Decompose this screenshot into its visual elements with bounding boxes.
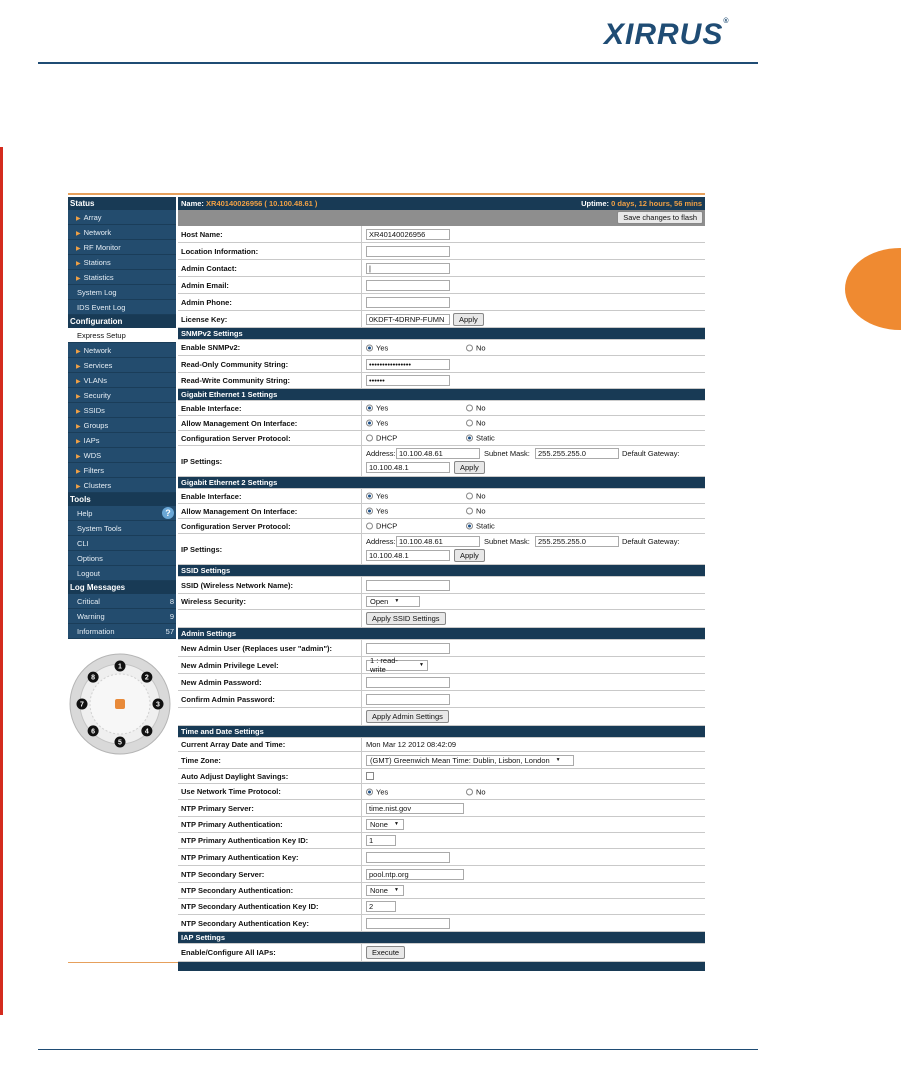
tools-item-help[interactable] [68, 506, 176, 521]
ge2-apply-button[interactable]: Apply [454, 549, 485, 562]
nav-item-label: System Tools [77, 524, 122, 533]
ge2-ip-label: IP Settings: [178, 534, 362, 564]
ge1-ip-row [178, 446, 705, 477]
chevron-down-icon: ▼ [393, 887, 399, 893]
ge2-protocol-row [178, 519, 705, 534]
ntp-primary-key-input[interactable] [366, 852, 450, 863]
ge2-enable-yes-radio[interactable]: Yes [366, 492, 388, 501]
nav-item-label: Stations [83, 258, 111, 267]
config-item-ssids[interactable] [68, 403, 176, 418]
iap-port-badge[interactable] [141, 672, 152, 683]
ntp-secondary-auth-select[interactable]: None ▼ [366, 885, 404, 896]
svg-text:1: 1 [118, 663, 122, 671]
nav-item-label: Express Setup [77, 331, 126, 340]
confirm-password-row [178, 691, 705, 708]
ge1-enable-no-radio[interactable]: No [466, 404, 486, 413]
ntp-primary-auth-label: NTP Primary Authentication: [178, 817, 362, 832]
nav-header-tools[interactable]: Tools [68, 493, 176, 506]
new-admin-user-input[interactable] [366, 643, 450, 654]
location-row [178, 243, 705, 260]
left-navigation [68, 197, 176, 639]
admin-contact-row [178, 260, 705, 277]
wireless-security-select[interactable]: Open ▼ [366, 596, 420, 607]
admin-password-row [178, 674, 705, 691]
ssid-name-input[interactable] [366, 580, 450, 591]
xirrus-logo: XIRRUS® [604, 18, 730, 51]
apply-ssid-button[interactable]: Apply SSID Settings [366, 612, 446, 625]
ntp-primary-keyid-row [178, 833, 705, 849]
dst-row [178, 769, 705, 784]
iap-port-badge[interactable] [115, 661, 126, 672]
time-zone-label: Time Zone: [178, 752, 362, 768]
iap-enable-row [178, 944, 705, 962]
admin-contact-input[interactable]: | [366, 263, 450, 274]
admin-password-label: New Admin Password: [178, 674, 362, 690]
ge2-enable-row [178, 489, 705, 504]
license-apply-button[interactable]: Apply [453, 313, 484, 326]
status-menu [68, 210, 176, 315]
ntp-secondary-server-label: NTP Secondary Server: [178, 866, 362, 882]
ro-community-input[interactable]: •••••••••••••••• [366, 359, 450, 370]
license-key-label: License Key: [178, 311, 362, 327]
ntp-secondary-keyid-input[interactable]: 2 [366, 901, 396, 912]
nav-item-label: Array [83, 213, 102, 222]
nav-header-configuration[interactable]: Configuration [68, 315, 176, 328]
iap-port-badge[interactable] [88, 725, 99, 736]
svg-text:2: 2 [144, 674, 149, 682]
use-ntp-label: Use Network Time Protocol: [178, 784, 362, 799]
config-item-services[interactable] [68, 358, 176, 373]
admin-email-label: Admin Email: [178, 277, 362, 293]
array-diagram[interactable] [68, 652, 172, 756]
ge1-protocol-label: Configuration Server Protocol: [178, 431, 362, 445]
confirm-password-label: Confirm Admin Password: [178, 691, 362, 707]
ge2-mgmt-no-radio[interactable]: No [466, 507, 486, 516]
ge1-ip-label: IP Settings: [178, 446, 362, 476]
location-label: Location Information: [178, 243, 362, 259]
nav-item-label: Services [83, 361, 113, 370]
admin-email-input[interactable] [366, 280, 450, 291]
header-rule [38, 62, 758, 64]
ge1-dhcp-radio[interactable]: DHCP [366, 434, 397, 443]
admin-privilege-row [178, 657, 705, 674]
ge2-enable-no-radio[interactable]: No [466, 492, 486, 501]
nav-item-label: SSIDs [83, 406, 105, 415]
svg-text:3: 3 [156, 701, 160, 709]
nav-item-label: Filters [83, 466, 105, 475]
nav-item-label: Security [83, 391, 111, 400]
new-admin-user-label: New Admin User (Replaces user "admin"): [178, 640, 362, 656]
form-footer-bar [178, 962, 705, 971]
ntp-no-radio[interactable]: No [466, 787, 486, 796]
svg-text:8: 8 [91, 674, 96, 682]
current-time-label: Current Array Date and Time: [178, 738, 362, 751]
tools-menu [68, 506, 176, 581]
uptime: Uptime: 0 days, 12 hours, 56 mins [581, 199, 702, 208]
ge1-enable-yes-radio[interactable]: Yes [366, 404, 388, 413]
ge2-mask-label: Subnet Mask: [484, 537, 530, 546]
ntp-secondary-key-row [178, 915, 705, 932]
nav-item-label: Network [83, 228, 112, 237]
snmp-no-radio[interactable]: No [466, 343, 486, 352]
status-item-network[interactable] [68, 225, 176, 240]
ge2-dhcp-radio[interactable]: DHCP [366, 522, 397, 531]
ge2-enable-label: Enable Interface: [178, 489, 362, 503]
nav-header-log-messages[interactable]: Log Messages [68, 581, 176, 594]
ge1-gateway-label: Default Gateway: [622, 449, 680, 458]
ge1-protocol-row [178, 431, 705, 446]
nav-item-label: Information [77, 627, 115, 636]
config-item-filters[interactable] [68, 463, 176, 478]
host-name-row [178, 226, 705, 243]
ge1-mgmt-label: Allow Management On Interface: [178, 416, 362, 430]
triangle-right-icon: ▶ [76, 439, 81, 445]
ntp-secondary-server-row [178, 866, 705, 883]
rw-community-input[interactable]: •••••• [366, 375, 450, 386]
triangle-right-icon: ▶ [76, 409, 81, 415]
admin-section-header: Admin Settings [178, 628, 705, 640]
apply-ssid-row [178, 610, 705, 628]
config-item-network[interactable] [68, 343, 176, 358]
ge1-apply-button[interactable]: Apply [454, 461, 485, 474]
triangle-right-icon: ▶ [76, 216, 81, 222]
apply-admin-button[interactable]: Apply Admin Settings [366, 710, 449, 723]
chevron-down-icon: ▼ [394, 598, 400, 604]
admin-password-input[interactable] [366, 677, 450, 688]
status-item-ids-event-log[interactable] [68, 300, 176, 315]
device-name: XR40140026956 ( 10.100.48.61 ) [206, 199, 318, 208]
admin-contact-label: Admin Contact: [178, 260, 362, 276]
current-time-row [178, 738, 705, 752]
ge1-address-input[interactable]: 10.100.48.61 [396, 448, 480, 459]
ntp-primary-keyid-label: NTP Primary Authentication Key ID: [178, 833, 362, 848]
array-diagram-graphic [68, 652, 172, 756]
nav-item-label: Logout [77, 569, 100, 578]
config-item-iaps[interactable] [68, 433, 176, 448]
nav-item-label: VLANs [83, 376, 107, 385]
name-label: Name: [181, 199, 204, 208]
ge1-static-radio[interactable]: Static [466, 434, 495, 443]
ge2-address-label: Address: [366, 537, 396, 546]
svg-text:7: 7 [80, 701, 84, 709]
ro-community-label: Read-Only Community String: [178, 356, 362, 372]
ntp-primary-key-row [178, 849, 705, 866]
help-icon[interactable]: ? [162, 507, 174, 519]
ge1-mask-label: Subnet Mask: [484, 449, 530, 458]
status-item-statistics[interactable] [68, 270, 176, 285]
config-item-wds[interactable] [68, 448, 176, 463]
status-item-system-log[interactable] [68, 285, 176, 300]
ge2-static-radio[interactable]: Static [466, 522, 495, 531]
triangle-right-icon: ▶ [76, 379, 81, 385]
triangle-right-icon: ▶ [76, 261, 81, 267]
log-item-information[interactable] [68, 624, 176, 639]
ssid-name-row [178, 577, 705, 594]
ntp-primary-key-label: NTP Primary Authentication Key: [178, 849, 362, 865]
confirm-password-input[interactable] [366, 694, 450, 705]
nav-item-label: Statistics [83, 273, 114, 282]
log-menu [68, 594, 176, 639]
triangle-right-icon: ▶ [76, 246, 81, 252]
ntp-primary-server-input[interactable]: time.nist.gov [366, 803, 464, 814]
license-key-input[interactable]: 0KDFT-4DRNP-FUMN [366, 314, 450, 325]
tools-item-system-tools[interactable] [68, 521, 176, 536]
footer-rule [38, 1049, 758, 1050]
config-item-express-setup[interactable] [68, 328, 176, 343]
nav-item-label: RF Monitor [83, 243, 121, 252]
triangle-right-icon: ▶ [76, 484, 81, 490]
triangle-right-icon: ▶ [76, 276, 81, 282]
save-to-flash-button[interactable]: Save changes to flash [617, 211, 703, 224]
admin-email-row [178, 277, 705, 294]
config-item-security[interactable] [68, 388, 176, 403]
iap-section-header: IAP Settings [178, 932, 705, 944]
ge2-section-header: Gigabit Ethernet 2 Settings [178, 477, 705, 489]
ge1-mask-input[interactable]: 255.255.255.0 [535, 448, 619, 459]
triangle-right-icon: ▶ [76, 231, 81, 237]
rw-community-label: Read-Write Community String: [178, 373, 362, 388]
ntp-secondary-server-input[interactable]: pool.ntp.org [366, 869, 464, 880]
nav-item-label: IDS Event Log [77, 303, 126, 312]
dst-checkbox[interactable] [366, 772, 374, 780]
time-zone-row [178, 752, 705, 769]
config-item-clusters[interactable] [68, 478, 176, 493]
iap-port-badge[interactable] [115, 737, 126, 748]
nav-item-label: Help [77, 509, 93, 518]
ntp-secondary-keyid-row [178, 899, 705, 915]
config-item-vlans[interactable] [68, 373, 176, 388]
triangle-right-icon: ▶ [76, 424, 81, 430]
wireless-security-row [178, 594, 705, 610]
status-item-stations[interactable] [68, 255, 176, 270]
chevron-down-icon: ▼ [393, 821, 399, 827]
ge1-enable-label: Enable Interface: [178, 401, 362, 415]
time-section-header: Time and Date Settings [178, 726, 705, 738]
ge1-gateway-input[interactable]: 10.100.48.1 [366, 462, 450, 473]
enable-snmp-row [178, 340, 705, 356]
triangle-right-icon: ▶ [76, 349, 81, 355]
ge2-mgmt-row [178, 504, 705, 519]
ntp-primary-server-row [178, 800, 705, 817]
ge1-mgmt-yes-radio[interactable]: Yes [366, 419, 388, 428]
ssid-name-label: SSID (Wireless Network Name): [178, 577, 362, 593]
ge2-mgmt-yes-radio[interactable]: Yes [366, 507, 388, 516]
new-admin-user-row [178, 640, 705, 657]
nav-item-label: System Log [77, 288, 117, 297]
use-ntp-row [178, 784, 705, 800]
admin-phone-row [178, 294, 705, 311]
svg-text:5: 5 [118, 739, 122, 747]
rw-community-row [178, 373, 705, 389]
log-count: 8 [169, 597, 174, 606]
admin-privilege-select[interactable]: 1 : read-write ▼ [366, 660, 428, 671]
configuration-menu [68, 328, 176, 493]
ge2-ip-row [178, 534, 705, 565]
admin-phone-label: Admin Phone: [178, 294, 362, 310]
svg-text:4: 4 [144, 728, 149, 736]
snmp-section-header: SNMPv2 Settings [178, 328, 705, 340]
chevron-down-icon: ▼ [555, 756, 561, 763]
iap-port-badge[interactable] [77, 699, 88, 710]
dst-label: Auto Adjust Daylight Savings: [178, 769, 362, 783]
ge2-gateway-label: Default Gateway: [622, 537, 680, 546]
tools-item-logout[interactable] [68, 566, 176, 581]
nav-header-status[interactable]: Status [68, 197, 176, 210]
svg-text:6: 6 [91, 728, 96, 736]
ntp-primary-keyid-input[interactable]: 1 [366, 835, 396, 846]
ntp-primary-server-label: NTP Primary Server: [178, 800, 362, 816]
current-time-value: Mon Mar 12 2012 08:42:09 [366, 740, 457, 749]
host-name-label: Host Name: [178, 226, 362, 242]
ntp-primary-auth-row [178, 817, 705, 833]
log-count: 9 [169, 612, 174, 621]
save-toolbar [178, 210, 705, 226]
ge2-mgmt-label: Allow Management On Interface: [178, 504, 362, 518]
iap-enable-label: Enable/Configure All IAPs: [178, 944, 362, 961]
config-item-groups[interactable] [68, 418, 176, 433]
log-count: 57 [165, 627, 174, 636]
snmp-yes-radio[interactable]: Yes [366, 343, 388, 352]
status-item-rf-monitor[interactable] [68, 240, 176, 255]
nav-item-label: WDS [83, 451, 102, 460]
nav-item-label: Network [83, 346, 112, 355]
ge1-mgmt-no-radio[interactable]: No [466, 419, 486, 428]
ro-community-row [178, 356, 705, 373]
ntp-secondary-auth-row [178, 883, 705, 899]
ge1-address-label: Address: [366, 449, 396, 458]
wireless-security-label: Wireless Security: [178, 594, 362, 609]
ntp-secondary-key-input[interactable] [366, 918, 450, 929]
ssid-section-header: SSID Settings [178, 565, 705, 577]
status-item-array[interactable] [68, 210, 176, 225]
nav-item-label: CLI [77, 539, 89, 548]
time-zone-select[interactable]: (GMT) Greenwich Mean Time: Dublin, Lisbon, London ▼ [366, 755, 574, 766]
ge1-mgmt-row [178, 416, 705, 431]
ge1-enable-row [178, 401, 705, 416]
triangle-right-icon: ▶ [76, 454, 81, 460]
nav-item-label: Clusters [83, 481, 112, 490]
chevron-down-icon: ▼ [419, 661, 424, 668]
ge1-section-header: Gigabit Ethernet 1 Settings [178, 389, 705, 401]
ntp-primary-auth-select[interactable]: None ▼ [366, 819, 404, 830]
ntp-secondary-key-label: NTP Secondary Authentication Key: [178, 915, 362, 931]
log-item-critical[interactable] [68, 594, 176, 609]
log-item-warning[interactable] [68, 609, 176, 624]
triangle-right-icon: ▶ [76, 364, 81, 370]
device-name-bar [178, 197, 705, 210]
tools-item-cli[interactable] [68, 536, 176, 551]
nav-item-label: Warning [77, 612, 105, 621]
admin-phone-input[interactable] [366, 297, 450, 308]
ntp-secondary-keyid-label: NTP Secondary Authentication Key ID: [178, 899, 362, 914]
nav-item-label: Options [77, 554, 103, 563]
express-setup-form [178, 197, 705, 971]
nav-item-label: Critical [77, 597, 100, 606]
nav-item-label: Groups [83, 421, 109, 430]
screenshot-frame-top [68, 193, 705, 195]
execute-button[interactable]: Execute [366, 946, 405, 959]
admin-privilege-label: New Admin Privilege Level: [178, 657, 362, 673]
ntp-secondary-auth-label: NTP Secondary Authentication: [178, 883, 362, 898]
host-name-input[interactable]: XR40140026956 [366, 229, 450, 240]
chapter-tab [845, 248, 901, 330]
iap-port-badge[interactable] [141, 725, 152, 736]
enable-snmp-label: Enable SNMPv2: [178, 340, 362, 355]
iap-port-badge[interactable] [88, 672, 99, 683]
location-input[interactable] [366, 246, 450, 257]
iap-port-badge[interactable] [153, 699, 164, 710]
triangle-right-icon: ▶ [76, 394, 81, 400]
ge2-gateway-input[interactable]: 10.100.48.1 [366, 550, 450, 561]
left-margin-bar [0, 147, 3, 1015]
license-key-row [178, 311, 705, 328]
ge2-protocol-label: Configuration Server Protocol: [178, 519, 362, 533]
ge2-address-input[interactable]: 10.100.48.61 [396, 536, 480, 547]
triangle-right-icon: ▶ [76, 469, 81, 475]
ge2-mask-input[interactable]: 255.255.255.0 [535, 536, 619, 547]
tools-item-options[interactable] [68, 551, 176, 566]
ntp-yes-radio[interactable]: Yes [366, 787, 388, 796]
nav-item-label: IAPs [83, 436, 100, 445]
apply-admin-row [178, 708, 705, 726]
